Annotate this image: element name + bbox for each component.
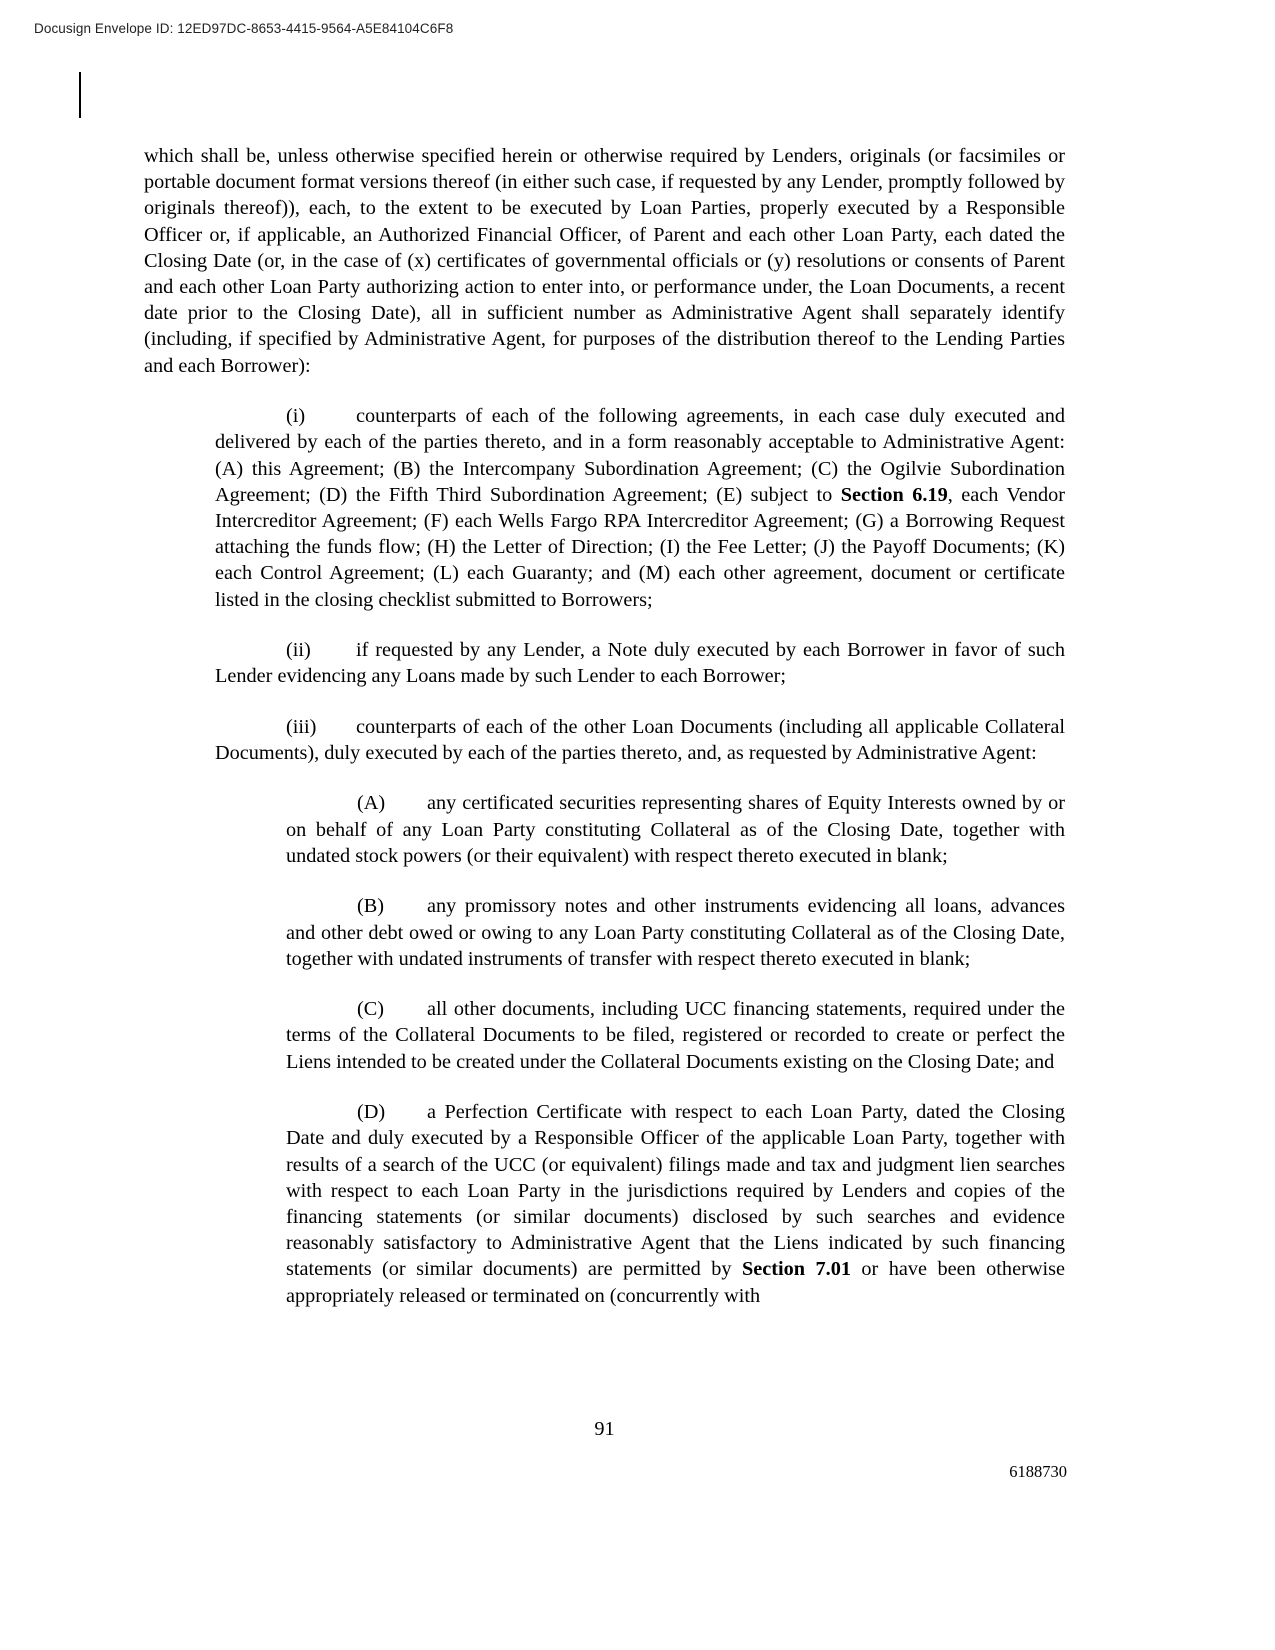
item-i: [215, 403, 1065, 613]
item-D-text-a: a Perfection Certificate with respect to each Loan Party, dated the Closing Date and duly executed by a Responsible Officer of the applicable Loan Party, together with results of a search of the UCC (or equivalent) filings made and tax and judgment lien searches with respect to each Loan Party in the jurisdictions required by Lenders and copies of the financing statements (or similar documents) disclosed by such searches and evidence reasonably satisfactory to Administrative Agent that the Liens indicated by such financing statements (or similar documents) are permitted by: [286, 1101, 1065, 1281]
document-body: [144, 143, 1065, 1333]
item-A-label: (A): [357, 792, 386, 815]
item-C: [286, 996, 1065, 1075]
item-A-text: any certificated securities representing shares of Equity Interests owned by or on behalf of any Loan Party constituting Collateral as of the Closing Date, together with undated stock powers (or their equivalent) with respect thereto executed in blank;: [286, 792, 1065, 867]
envelope-id: Docusign Envelope ID: 12ED97DC-8653-4415-9564-A5E84104C6F8: [34, 21, 454, 36]
item-iii-label: (iii): [286, 715, 317, 738]
item-B-label: (B): [357, 895, 385, 918]
item-iii: [215, 714, 1065, 766]
revision-bar: [79, 72, 81, 118]
item-i-section-ref: Section 6.19: [840, 483, 948, 506]
item-D-section-ref: Section 7.01: [741, 1258, 851, 1281]
item-D-label: (D): [357, 1101, 386, 1124]
item-B: [286, 893, 1065, 972]
page-number: 91: [594, 1418, 615, 1440]
item-ii-label: (ii): [286, 639, 311, 662]
item-i-label: (i): [286, 405, 306, 428]
item-ii: [215, 637, 1065, 689]
item-i-text-a: counterparts of each of the following agreements, in each case duly executed and delivered by each of the parties thereto, and in a form reasonably acceptable to Administrative Agent: (A) this Agreement; (B) the Intercompany Subordination Agreement; (C) the Ogilvie Subordination Agreement; (D) the Fifth Third Subordination Agreement; (E) subject to: [215, 405, 1065, 506]
item-C-text: all other documents, including UCC financing statements, required under the terms of the Collateral Documents to be filed, registered or recorded to create or perfect the Liens intended to be created under the Collateral Documents existing on the Closing Date; and: [286, 998, 1065, 1073]
item-A: [286, 790, 1065, 869]
item-C-label: (C): [357, 998, 385, 1021]
item-B-text: any promissory notes and other instruments evidencing all loans, advances and other debt owed or owing to any Loan Party constituting Collateral as of the Closing Date, together with undated instruments of transfer with respect thereto executed in blank;: [286, 895, 1065, 970]
item-iii-text: counterparts of each of the other Loan Documents (including all applicable Collateral Documents), duly executed by each of the parties thereto, and, as requested by Administrative Agent:: [215, 715, 1065, 764]
intro-paragraph: which shall be, unless otherwise specified herein or otherwise required by Lenders, originals (or facsimiles or portable document format versions thereof (in either such case, if requested by any Lender, promptly followed by originals thereof)), each, to the extent to be executed by Loan Parties, properly executed by a Responsible Officer or, if applicable, an Authorized Financial Officer, of Parent and each other Loan Party, each dated the Closing Date (or, in the case of (x) certificates of governmental officials or (y) resolutions or consents of Parent and each other Loan Party authorizing action to enter into, or performance under, the Loan Documents, a recent date prior to the Closing Date), all in sufficient number as Administrative Agent shall separately identify (including, if specified by Administrative Agent, for purposes of the distribution thereof to the Lending Parties and each Borrower):: [144, 145, 1065, 377]
item-ii-text: if requested by any Lender, a Note duly executed by each Borrower in favor of such Lender evidencing any Loans made by such Lender to each Borrower;: [215, 639, 1065, 688]
document-id: 6188730: [1009, 1462, 1067, 1481]
item-D-text-b: or have been otherwise appropriately released or terminated on (concurrently with: [286, 1258, 1066, 1307]
item-i-text-b: , each Vendor Intercreditor Agreement; (F) each Wells Fargo RPA Intercreditor Agreement; (G) a Borrowing Request attaching the funds flow; (H) the Letter of Direction; (I) the Fee Letter; (J) the Payoff Documents; (K) each Control Agreement; (L) each Guaranty; and (M) each other agreement, document or certificate listed in the closing checklist submitted to Borrowers;: [215, 483, 1065, 611]
item-D: [286, 1099, 1065, 1309]
